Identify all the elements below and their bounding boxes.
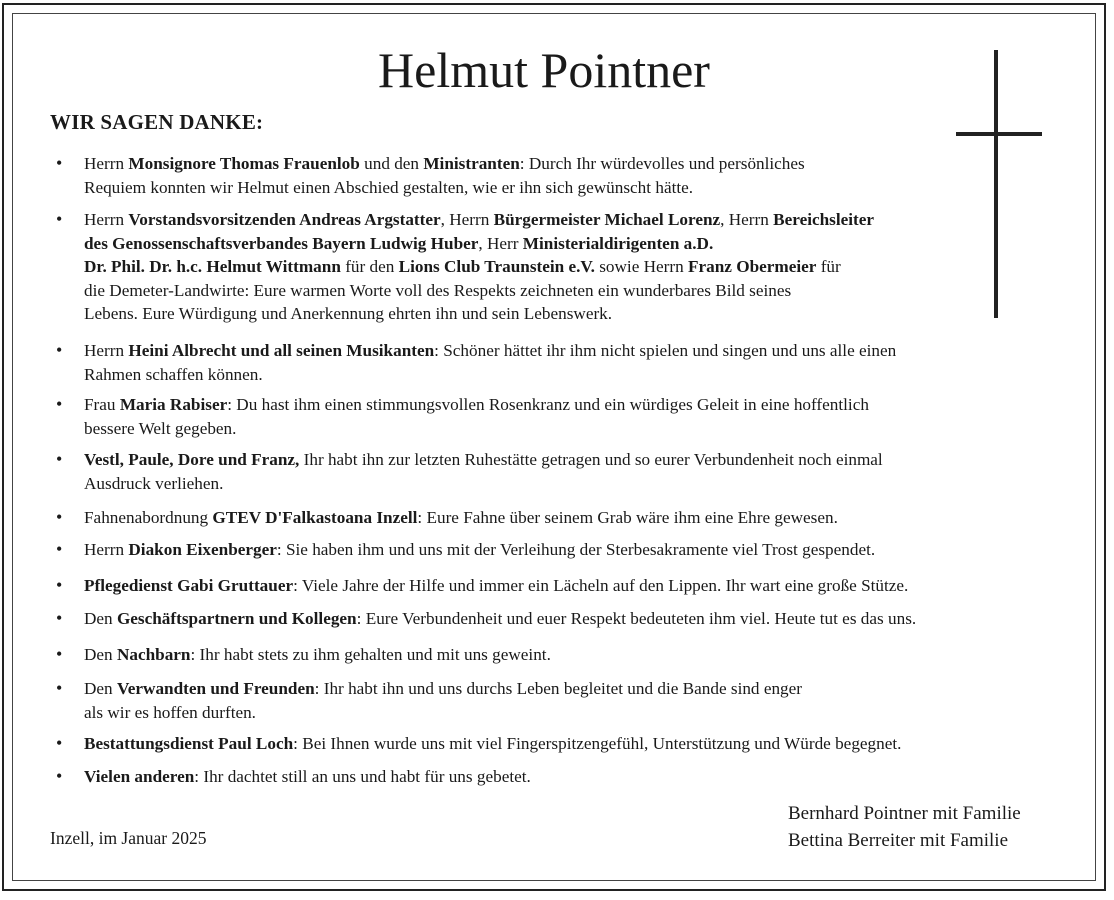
list-item-line [84, 255, 874, 279]
list-item [84, 538, 875, 562]
text: Rahmen schaffen können. [84, 364, 263, 384]
text: : Ihr dachtet still an uns und habt für uns gebetet. [194, 767, 531, 786]
list-item-line [84, 279, 874, 303]
bullet-icon: • [56, 539, 63, 559]
text: bessere Welt gegeben. [84, 418, 237, 438]
text: Lebens. Eure Würdigung und Anerkennung ehrten ihn und sein Lebenswerk. [84, 304, 613, 323]
text: und den [359, 154, 424, 173]
text: , Herrn [720, 210, 774, 229]
bold-text: Ministerialdirigenten a.D. [522, 233, 714, 253]
bold-text: Geschäftspartnern und Kollegen [116, 609, 357, 628]
bold-text: Maria Rabiser [119, 395, 228, 414]
list-item-line [84, 643, 551, 667]
list-item-line [84, 472, 883, 496]
list-item [84, 732, 901, 756]
list-item-line [84, 701, 802, 725]
bold-text: Ministranten [423, 154, 520, 173]
list-item-line [84, 232, 874, 256]
list-item-line [84, 208, 874, 232]
list-item [84, 339, 896, 386]
text: : Eure Verbundenheit und euer Respekt bedeuteten ihm viel. Heute tut es das uns. [356, 609, 917, 628]
text: : Schöner hättet ihr ihm nicht spielen und singen und uns alle einen [434, 341, 897, 360]
list-item-line [84, 506, 838, 530]
text: für [816, 257, 841, 276]
list-item [84, 607, 916, 631]
bullet-icon: • [56, 340, 63, 360]
text: , Herrn [440, 210, 494, 229]
list-item [84, 765, 531, 789]
list-item-line [84, 363, 896, 387]
bullet-icon: • [56, 575, 63, 595]
bullet-icon: • [56, 507, 63, 527]
text: Herrn [84, 540, 129, 559]
list-item [84, 448, 883, 495]
text: Herrn [84, 210, 129, 229]
bold-text: Franz Obermeier [688, 257, 817, 276]
list-item-line [84, 538, 875, 562]
text: : Du hast ihm einen stimmungsvollen Rosenkranz und ein würdiges Geleit in eine hoffentlich [227, 395, 869, 414]
list-item-line [84, 574, 908, 598]
list-item-line [84, 677, 802, 701]
bold-text: Vielen anderen [84, 767, 195, 786]
bullet-icon: • [56, 153, 63, 173]
list-item-line [84, 393, 869, 417]
bold-text: Dr. Phil. Dr. h.c. Helmut Wittmann [84, 257, 341, 276]
bullet-icon: • [56, 733, 63, 753]
bold-text: Pflegedienst Gabi Gruttauer [84, 576, 294, 595]
bold-text: Bürgermeister Michael Lorenz [493, 210, 721, 229]
list-item-line [84, 176, 805, 200]
list-item-line [84, 607, 916, 631]
bold-text: Vestl, Paule, Dore und Franz, [84, 450, 300, 469]
text: Den [84, 609, 117, 628]
text: Herrn [84, 341, 129, 360]
text: : Viele Jahre der Hilfe und immer ein Lächeln auf den Lippen. Ihr wart eine große Stütze. [293, 576, 909, 595]
text: die Demeter-Landwirte: Eure warmen Worte voll des Respekts zeichneten ein wunderbares Bild seines [84, 280, 792, 300]
bold-text: Verwandten und Freunden [116, 679, 315, 698]
bold-text: des Genossenschaftsverbandes Bayern Ludwig Huber [84, 233, 479, 253]
list-item-line [84, 732, 901, 756]
place-date: Inzell, im Januar 2025 [50, 828, 207, 848]
text: Frau [84, 395, 120, 414]
text: Ausdruck verliehen. [84, 473, 224, 493]
list-item-line [84, 448, 883, 472]
bold-text: Bereichsleiter [773, 210, 875, 229]
text: : Ihr habt ihn und uns durchs Leben begleitet und die Bande sind enger [314, 679, 802, 698]
signer-1: Bernhard Pointner mit Familie [788, 803, 1021, 824]
bullet-icon: • [56, 644, 63, 664]
bold-text: Bestattungsdienst Paul Loch [84, 734, 294, 753]
text: für den [340, 257, 399, 276]
text: Den [84, 679, 117, 698]
bullet-icon: • [56, 678, 63, 698]
signers [788, 800, 1021, 854]
text: Fahnenabordnung [84, 508, 213, 527]
text: : Eure Fahne über seinem Grab wäre ihm eine Ehre gewesen. [417, 508, 838, 527]
list-item-line [84, 302, 874, 326]
text: Herrn [84, 154, 129, 173]
list-item [84, 677, 802, 724]
text: : Durch Ihr würdevolles und persönliches [519, 154, 805, 173]
list-item [84, 643, 551, 667]
signer-2: Bettina Berreiter mit Familie [788, 830, 1009, 851]
bold-text: GTEV D'Falkastoana Inzell [212, 508, 418, 527]
text: : Sie haben ihm und uns mit der Verleihung der Sterbesakramente viel Trost gespendet. [276, 540, 876, 559]
list-item [84, 393, 869, 440]
list-item [84, 208, 874, 326]
text: als wir es hoffen durften. [84, 702, 256, 722]
bold-text: Vorstandsvorsitzenden Andreas Argstatter [128, 210, 441, 229]
bullet-icon: • [56, 209, 63, 229]
bullet-icon: • [56, 766, 63, 786]
bullet-icon: • [56, 449, 63, 469]
list-item [84, 152, 805, 199]
list-item [84, 574, 908, 598]
text: Den [84, 645, 117, 664]
list-item [84, 506, 838, 530]
bold-text: Nachbarn [116, 645, 191, 664]
text: , Herr [478, 233, 523, 253]
text: sowie Herrn [594, 257, 689, 276]
bold-text: Monsignore Thomas Frauenlob [128, 154, 360, 173]
bullet-icon: • [56, 394, 63, 414]
thanks-heading: WIR SAGEN DANKE: [50, 110, 264, 134]
text: : Ihr habt stets zu ihm gehalten und mit uns geweint. [190, 645, 551, 664]
bold-text: Heini Albrecht und all seinen Musikanten [128, 341, 435, 360]
list-item-line [84, 765, 531, 789]
bullet-icon: • [56, 608, 63, 628]
list-item-line [84, 152, 805, 176]
bold-text: Diakon Eixenberger [128, 540, 277, 559]
list-item-line [84, 339, 896, 363]
text: Requiem konnten wir Helmut einen Abschied gestalten, wie er ihn sich gewünscht hätte. [84, 177, 694, 197]
text: : Bei Ihnen wurde uns mit viel Fingerspitzengefühl, Unterstützung und Würde begegnet. [293, 734, 902, 753]
page-title: Helmut Pointner [378, 42, 710, 98]
text: Ihr habt ihn zur letzten Ruhestätte getragen und so eurer Verbundenheit noch einmal [299, 450, 883, 469]
bold-text: Lions Club Traunstein e.V. [398, 257, 595, 276]
list-item-line [84, 417, 869, 441]
